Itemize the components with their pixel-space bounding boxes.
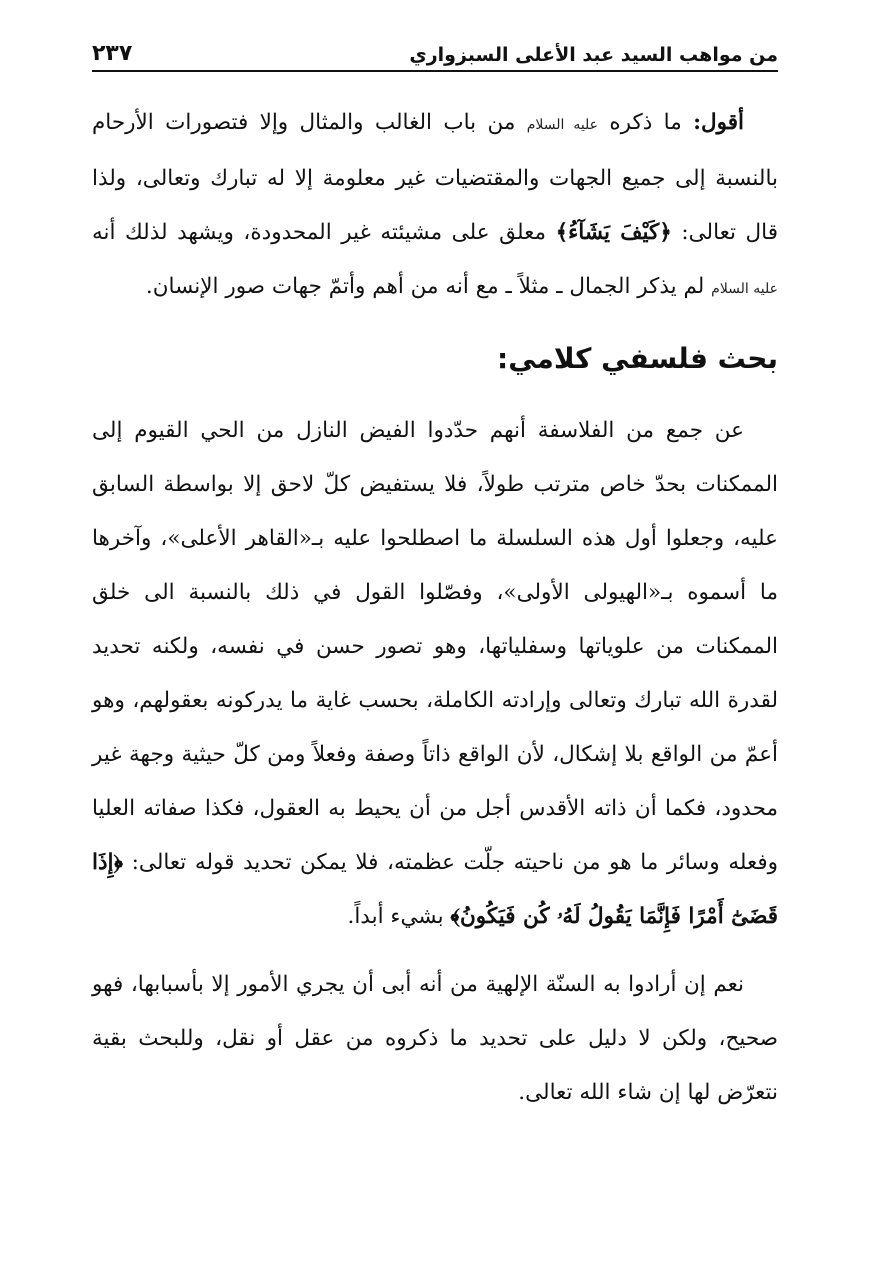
paragraph-text: نعم إن أرادوا به السنّة الإلهية من أنه أبى أن يجري الأمور إلا بأسبابها، فهو صحيح، ولكن لا دليل على تحديد ما ذكروه من عقل أو نقل، وللبحث بقية نتعرّض لها إن شاء الله تعالى. <box>92 972 778 1105</box>
paragraph-conclusion <box>92 958 778 1120</box>
paragraph-commentary <box>92 96 778 316</box>
quran-quote: ﴿إِذَا قَضَىٰٓ أَمْرًا فَإِنَّمَا يَقُولُ لَهُۥ كُن فَيَكُونُ﴾ <box>92 850 778 929</box>
page-number: ٢٣٧ <box>92 41 133 66</box>
honorific-symbol: عليه السلام <box>526 117 599 133</box>
honorific-symbol: عليه السلام <box>711 281 778 297</box>
paragraph-text: لم يذكر الجمال ـ مثلاً ـ مع أنه من أهم وأتمّ جهات صور الإنسان. <box>145 274 712 299</box>
paragraph-text: عن جمع من الفلاسفة أنهم حدّدوا الفيض النازل من الحي القيوم إلى الممكنات بحدّ خاص مترتب طولاً، فلا يستفيض كلّ لاحق إلا بواسطة السابق عليه، وجعلوا أول هذه السلسلة ما اصطلحوا عليه بـ«القاهر الأعلى»، وآخرها ما أسموه بـ«الهيولى الأولى»، وفصّلوا القول في ذلك بالنسبة الى خلق الممكنات من علوياتها وسفلياتها، وهو تصور حسن في نفسه، ولكنه تحديد لقدرة الله تبارك وتعالى وإرادته الكاملة، بحسب غاية ما يدركونه بعقولهم، وهو أعمّ من الواقع بلا إشكال، لأن الواقع ذاتاً وصفة وفعلاً ومن كلّ حيثية وجهة غير محدود، فكما أن ذاته الأقدس أجل من أن يحيط به العقول، فكذا صفاته العليا وفعله وسائر ما هو من ناحيته جلّت عظمته، فلا يمكن تحديد قوله تعالى: <box>92 418 778 875</box>
header-title: من مواهب السيد عبد الأعلى السبزواري <box>409 44 778 66</box>
quran-quote: ﴿كَيْفَ يَشَآءُ﴾ <box>555 220 672 245</box>
page-body <box>92 96 778 1120</box>
paragraph-text: من باب الغالب والمثال وإلا فتصورات الأرحام بالنسبة إلى جميع الجهات والمقتضيات غير معلومة إلا له تبارك وتعالى، ولذا قال تعالى: <box>92 110 778 245</box>
paragraph-text: معلق على مشيئته غير المحدودة، ويشهد لذلك أنه <box>92 220 556 245</box>
paragraph-text: ما ذكره <box>598 110 694 135</box>
section-heading: بحث فلسفي كلامي: <box>497 342 778 375</box>
running-header <box>92 32 778 72</box>
paragraph-philosophical <box>92 404 778 944</box>
paragraph-lead-word: أقول: <box>693 110 745 135</box>
paragraph-text: بشيء أبداً. <box>347 904 451 929</box>
